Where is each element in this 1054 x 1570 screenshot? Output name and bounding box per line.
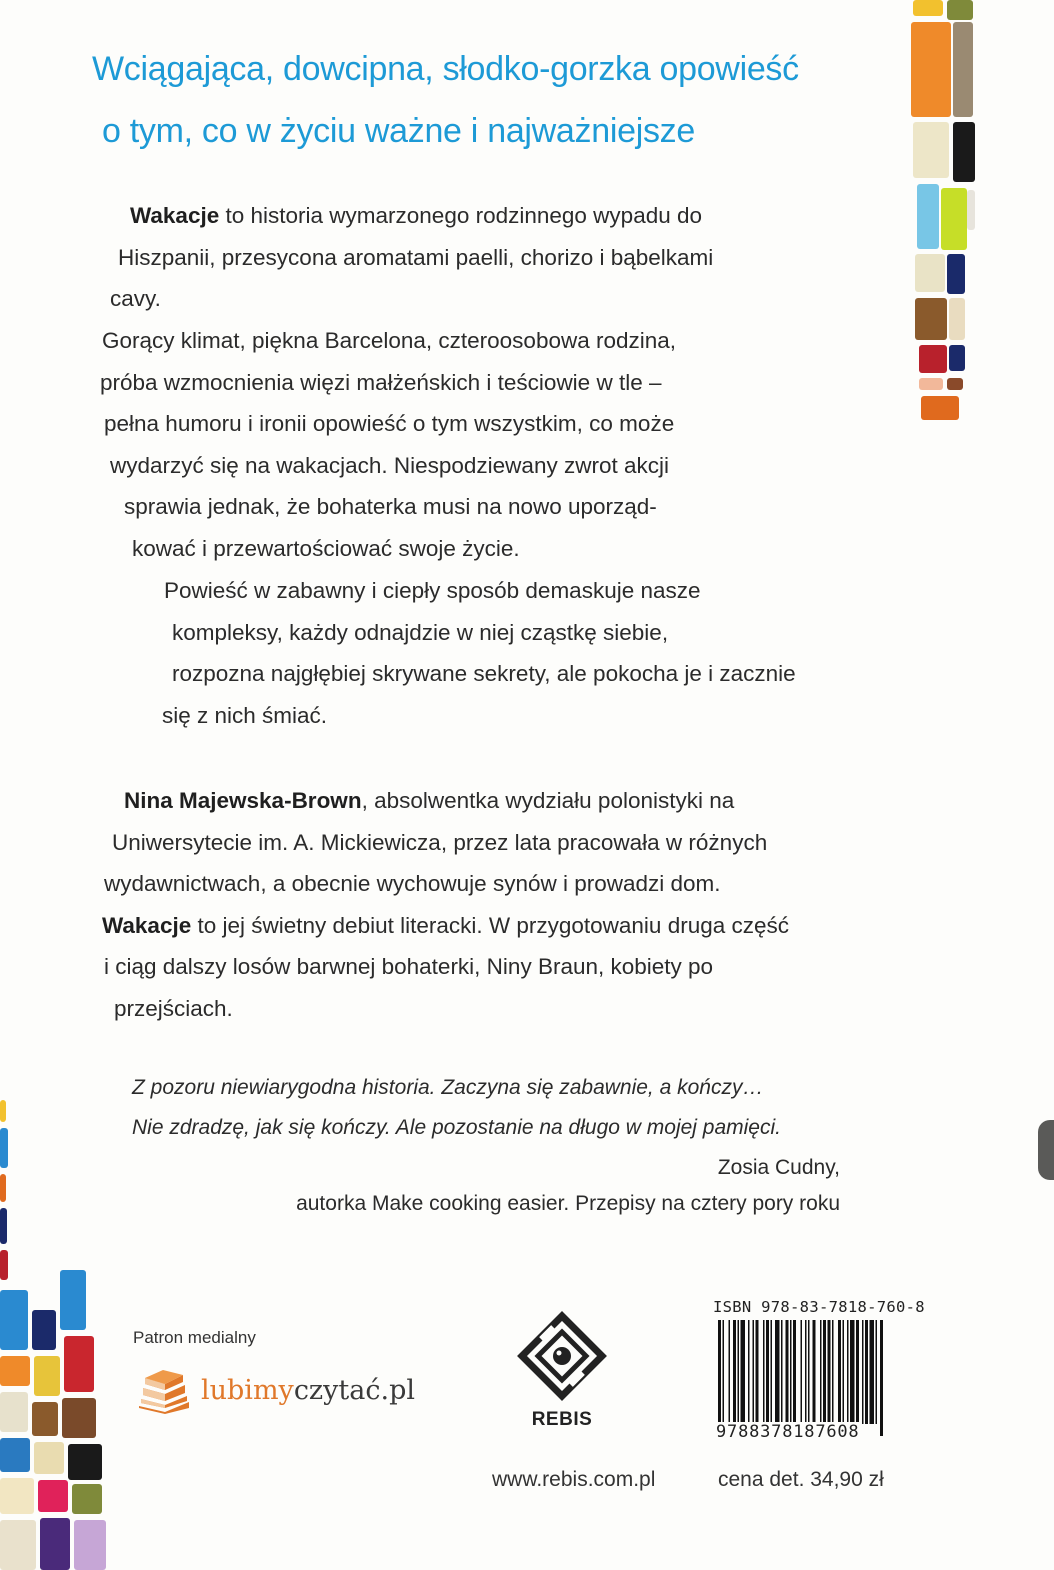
barcode-bar	[781, 1320, 783, 1424]
quote-line: Nie zdradzę, jak się kończy. Ale pozostanie na długo w mojej pamięci.	[132, 1116, 781, 1139]
mosaic-tile	[941, 188, 967, 250]
review-quote	[132, 1068, 852, 1148]
stacked-books-icon	[135, 1366, 193, 1414]
barcode-bar	[838, 1320, 841, 1424]
barcode-bar	[766, 1320, 769, 1424]
barcode-bar	[865, 1320, 868, 1424]
isbn-barcode	[716, 1320, 938, 1438]
blurb-text: to historia wymarzonego rodzinnego wypadu do	[219, 203, 703, 228]
barcode-bar	[775, 1320, 780, 1424]
blurb-line: cavy.	[110, 286, 161, 311]
barcode-bar	[828, 1320, 831, 1424]
publisher-url[interactable]: www.rebis.com.pl	[492, 1468, 656, 1491]
barcode-bar	[748, 1320, 750, 1424]
barcode-bar	[733, 1320, 736, 1424]
barcode-bar	[753, 1320, 755, 1424]
blurb-line	[100, 195, 800, 237]
barcode-bar	[771, 1320, 773, 1424]
bio-text: to jej świetny debiut literacki. W przygotowaniu druga część	[191, 912, 790, 938]
headline-line-2: o tym, co w życiu ważne i najważniejsze	[102, 112, 695, 150]
mosaic-tile	[915, 254, 945, 292]
barcode-bar	[808, 1320, 810, 1424]
mosaic-top-right	[905, 0, 975, 425]
barcode-digits: 9788378187608	[716, 1422, 860, 1442]
mosaic-tile	[32, 1310, 56, 1350]
mosaic-tile	[913, 122, 949, 178]
blurb-paragraph-3	[160, 570, 860, 736]
author-name: Nina Majewska-Brown	[124, 788, 362, 813]
mosaic-tile	[40, 1518, 70, 1570]
mosaic-tile	[947, 254, 965, 294]
media-patron-label: Patron medialny	[133, 1328, 256, 1347]
barcode-bar	[741, 1320, 746, 1424]
brand-part-2: czytać.pl	[293, 1374, 415, 1406]
book-title-word: Wakacje	[102, 912, 192, 938]
bio-line	[100, 780, 880, 822]
mosaic-tile	[953, 122, 975, 182]
mosaic-tile	[32, 1402, 58, 1436]
retail-price: cena det. 34,90 zł	[718, 1468, 884, 1491]
mosaic-tile	[0, 1208, 7, 1244]
quote-author-role: autorka Make cooking easier. Przepisy na cztery pory roku	[296, 1192, 840, 1215]
mosaic-tile	[913, 0, 943, 16]
mosaic-tile	[64, 1336, 94, 1392]
barcode-bar	[862, 1320, 864, 1424]
mosaic-tile	[917, 184, 939, 249]
mosaic-tile	[34, 1442, 64, 1474]
bio-line: wydawnictwach, a obecnie wychowuje synów i prowadzi dom.	[104, 871, 721, 896]
right-edge-sliver	[1038, 1120, 1054, 1180]
barcode-bar	[729, 1320, 731, 1424]
rebis-eye-logo	[514, 1310, 610, 1402]
book-title-word: Wakacje	[130, 203, 220, 228]
lubimyczytac-logo[interactable]	[135, 1365, 415, 1415]
blurb-paragraph-2	[100, 320, 800, 569]
barcode-bar	[880, 1320, 883, 1436]
mosaic-tile	[74, 1520, 106, 1570]
barcode-bar	[786, 1320, 789, 1424]
barcode-bar	[763, 1320, 765, 1424]
barcode-bar	[790, 1320, 792, 1424]
mosaic-tile	[72, 1484, 102, 1514]
mosaic-tile	[34, 1356, 60, 1396]
quote-author: Zosia Cudny,	[717, 1156, 840, 1179]
publisher-name: REBIS	[531, 1409, 593, 1430]
mosaic-tile	[967, 190, 975, 230]
mosaic-tile	[0, 1100, 6, 1122]
barcode-bar	[805, 1320, 807, 1424]
lubimyczytac-text	[201, 1375, 415, 1406]
mosaic-tile	[0, 1128, 8, 1168]
quote-line: Z pozoru niewiarygodna historia. Zaczyna się zabawnie, a kończy…	[132, 1076, 764, 1099]
blurb-line: próba wzmocnienia więzi małżeńskich i teściowie w tle –	[100, 369, 662, 395]
mosaic-tile	[0, 1438, 30, 1472]
mosaic-tile	[911, 22, 951, 117]
barcode-bar	[832, 1320, 834, 1424]
brand-part-1: lubimy	[201, 1374, 294, 1406]
blurb-line: pełna humoru i ironii opowieść o tym wszystkim, co może	[104, 411, 675, 436]
barcode-bar	[847, 1320, 849, 1424]
blurb-line: kompleksy, każdy odnajdzie w niej cząstkę siebie,	[172, 619, 669, 645]
barcode-bar	[856, 1320, 859, 1424]
mosaic-tile	[921, 396, 959, 420]
barcode-bar	[718, 1320, 721, 1436]
barcode-bar	[813, 1320, 816, 1424]
mosaic-tile	[953, 22, 973, 117]
mosaic-tile	[60, 1270, 86, 1330]
headline-line-1: Wciągająca, dowcipna, słodko-gorzka opowieść	[92, 50, 799, 88]
mosaic-tile	[0, 1290, 28, 1350]
blurb-line: wydarzyć się na wakacjach. Niespodziewany zwrot akcji	[110, 452, 669, 478]
blurb-line: się z nich śmiać.	[162, 702, 328, 728]
barcode-bar	[843, 1320, 845, 1424]
rebis-logo[interactable]	[512, 1310, 612, 1431]
blurb-line: sprawia jednak, że bohaterka musi na nowo uporząd-	[124, 494, 657, 519]
bio-line: przejściach.	[114, 995, 233, 1021]
mosaic-tile	[0, 1520, 36, 1570]
barcode-bar	[756, 1320, 759, 1424]
blurb-line: Gorący klimat, piękna Barcelona, czteroosobowa rodzina,	[102, 328, 677, 353]
isbn-label: ISBN 978-83-7818-760-8	[713, 1298, 925, 1316]
author-bio	[100, 780, 880, 1029]
mosaic-tile	[0, 1356, 30, 1386]
barcode-bar	[850, 1320, 855, 1424]
mosaic-tile	[68, 1444, 102, 1480]
mosaic-tile	[949, 298, 965, 340]
mosaic-tile	[947, 0, 973, 20]
barcode-bar	[723, 1320, 725, 1436]
bio-text: , absolwentka wydziału polonistyki na	[361, 788, 735, 813]
mosaic-tile	[919, 378, 943, 390]
headline	[92, 38, 882, 162]
bio-line: i ciąg dalszy losów barwnej bohaterki, Niny Braun, kobiety po	[104, 954, 714, 979]
mosaic-tile	[949, 345, 965, 371]
bio-line: Uniwersytecie im. A. Mickiewicza, przez lata pracowała w różnych	[112, 829, 768, 855]
barcode-bar	[801, 1320, 803, 1436]
barcode-bar	[738, 1320, 740, 1424]
barcode-bar	[793, 1320, 796, 1424]
mosaic-tile	[38, 1480, 68, 1512]
mosaic-tile	[62, 1398, 96, 1438]
blurb-line: Hiszpanii, przesycona aromatami paelli, chorizo i bąbelkami	[118, 244, 714, 270]
mosaic-tile	[915, 298, 947, 340]
blurb-paragraph-1	[100, 195, 800, 320]
barcode-bar	[820, 1320, 822, 1424]
bio-line	[100, 905, 880, 947]
barcode-bar	[823, 1320, 826, 1424]
mosaic-tile	[919, 345, 947, 373]
mosaic-tile	[0, 1174, 6, 1202]
blurb-line: Powieść w zabawny i ciepły sposób demaskuje nasze	[164, 578, 701, 603]
blurb-line: rozpozna najgłębiej skrywane sekrety, ale pokocha je i zacznie	[172, 661, 796, 686]
mosaic-tile	[0, 1478, 34, 1514]
mosaic-tile	[947, 378, 963, 390]
mosaic-bottom-left	[0, 1270, 110, 1570]
barcode-bar	[870, 1320, 875, 1424]
quote-attribution	[150, 1150, 840, 1222]
mosaic-tile	[0, 1392, 28, 1432]
barcode-bar	[876, 1320, 878, 1424]
blurb-line: kować i przewartościować swoje życie.	[132, 535, 520, 561]
